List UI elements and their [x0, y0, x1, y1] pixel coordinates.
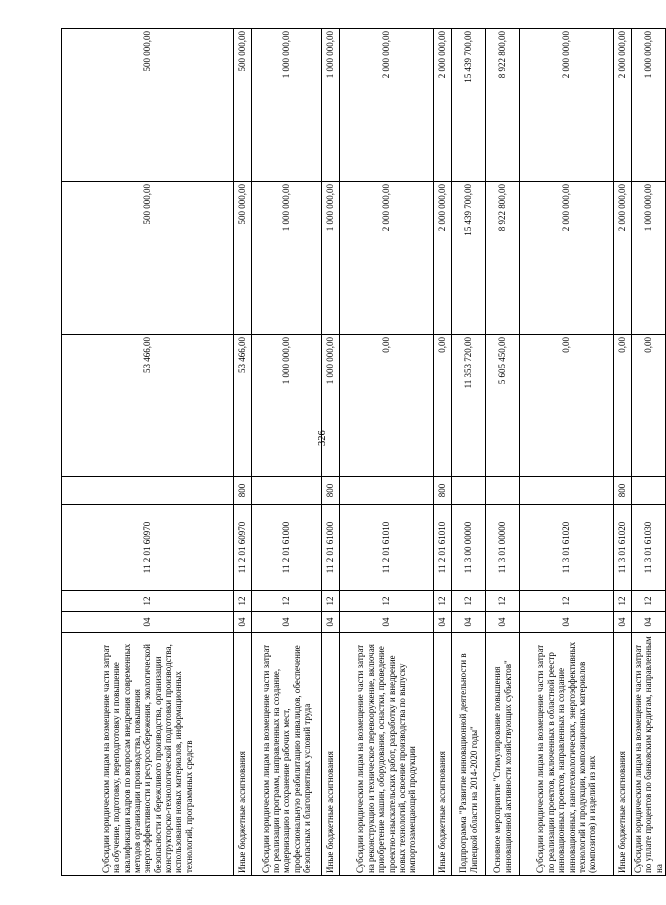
row-target-code: 11 2 01 61010 — [434, 505, 452, 591]
row-section: 04 — [632, 612, 666, 633]
row-sum-3: 2 000 000,00 — [340, 29, 434, 182]
row-sum-2: 1 000 000,00 — [632, 182, 666, 335]
row-sum-2: 15 439 700,00 — [452, 182, 486, 335]
row-name: Подпрограмма "Развитие инновационной деятельности в Липецкой области на 2014-2020 годы" — [452, 633, 486, 876]
row-section: 04 — [340, 612, 434, 633]
row-target-code: 11 3 01 00000 — [486, 505, 520, 591]
row-name: Субсидии юридическим лицам на возмещение части затрат на реконструкцию и техническое перевооружение, включая приобретение машин, оборудования, оснастки, проведение проектно-изыскательских работ, разработку и внедрение новых технологий, освоение производства по выпуску импортозамещающей продукции — [340, 633, 434, 876]
row-subsection: 12 — [252, 591, 322, 612]
row-section: 04 — [322, 612, 340, 633]
row-sum-1: 53 466,00 — [62, 335, 234, 477]
table-row — [252, 29, 322, 876]
row-sum-2: 500 000,00 — [62, 182, 234, 335]
row-sum-3: 1 000 000,00 — [322, 29, 340, 182]
row-name: Иные бюджетные ассигнования — [434, 633, 452, 876]
row-section: 04 — [452, 612, 486, 633]
table-row — [632, 29, 666, 876]
row-subsection: 12 — [62, 591, 234, 612]
table-row — [234, 29, 252, 876]
budget-table — [61, 28, 666, 876]
row-target-code: 11 3 01 61020 — [614, 505, 632, 591]
row-expense-type — [632, 477, 666, 505]
row-sum-1: 0,00 — [340, 335, 434, 477]
row-sum-3: 2 000 000,00 — [434, 29, 452, 182]
budget-table-rotated — [61, 29, 664, 876]
row-subsection: 12 — [234, 591, 252, 612]
table-row — [486, 29, 520, 876]
row-section: 04 — [614, 612, 632, 633]
row-section: 04 — [434, 612, 452, 633]
row-sum-1: 0,00 — [520, 335, 614, 477]
table-row — [322, 29, 340, 876]
row-sum-1: 11 353 720,00 — [452, 335, 486, 477]
row-subsection: 12 — [632, 591, 666, 612]
row-subsection: 12 — [452, 591, 486, 612]
row-expense-type — [340, 477, 434, 505]
row-sum-3: 2 000 000,00 — [614, 29, 632, 182]
row-expense-type — [520, 477, 614, 505]
row-subsection: 12 — [434, 591, 452, 612]
row-sum-2: 500 000,00 — [234, 182, 252, 335]
row-expense-type: 800 — [234, 477, 252, 505]
row-section: 04 — [234, 612, 252, 633]
row-sum-1: 1 000 000,00 — [252, 335, 322, 477]
row-expense-type — [252, 477, 322, 505]
row-sum-2: 2 000 000,00 — [614, 182, 632, 335]
row-sum-2: 1 000 000,00 — [322, 182, 340, 335]
row-subsection: 12 — [322, 591, 340, 612]
row-target-code: 11 2 01 61000 — [252, 505, 322, 591]
table-row — [520, 29, 614, 876]
row-sum-2: 2 000 000,00 — [340, 182, 434, 335]
row-sum-1: 0,00 — [434, 335, 452, 477]
table-row — [340, 29, 434, 876]
table-row — [614, 29, 632, 876]
row-sum-1: 0,00 — [614, 335, 632, 477]
row-expense-type: 800 — [322, 477, 340, 505]
row-expense-type: 800 — [614, 477, 632, 505]
table-row — [452, 29, 486, 876]
row-expense-type — [452, 477, 486, 505]
row-sum-3: 2 000 000,00 — [520, 29, 614, 182]
row-sum-1: 53 466,00 — [234, 335, 252, 477]
row-sum-2: 1 000 000,00 — [252, 182, 322, 335]
row-expense-type — [62, 477, 234, 505]
row-sum-2: 8 922 800,00 — [486, 182, 520, 335]
row-name: Иные бюджетные ассигнования — [614, 633, 632, 876]
row-name: Субсидии юридическим лицам на возмещение части затрат по реализации проектов, включенных в областной реестр инновационных проектов, направленных на создание инновационных, нанотехнологических, энергоэффективных технологий и продукции, композиционных материалов (композитов) и изделий из них — [520, 633, 614, 876]
row-target-code: 11 2 01 60970 — [234, 505, 252, 591]
row-target-code: 11 3 00 00000 — [452, 505, 486, 591]
row-sum-1: 0,00 — [632, 335, 666, 477]
row-name: Субсидии юридическим лицам на возмещение части затрат на обучение, подготовку, переподготовку и повышение квалификации кадров по вопросам внедрения современных методов организации производства, повышения энергоэффективности и ресурсосбережения, экологической безопасности и бережливого производства, организации конструкторско-технологической подготовки производства, использования новых материалов, информационных технологий, программных средств — [62, 633, 234, 876]
row-section: 04 — [520, 612, 614, 633]
row-section: 04 — [252, 612, 322, 633]
row-name: Иные бюджетные ассигнования — [322, 633, 340, 876]
row-name: Иные бюджетные ассигнования — [234, 633, 252, 876]
row-target-code: 11 2 01 61010 — [340, 505, 434, 591]
row-sum-3: 1 000 000,00 — [632, 29, 666, 182]
table-row — [434, 29, 452, 876]
row-target-code: 11 2 01 60970 — [62, 505, 234, 591]
row-sum-3: 8 922 800,00 — [486, 29, 520, 182]
row-name: Субсидии юридическим лицам на возмещение части затрат по реализации программ, направленных на создание, модернизацию и сохранение рабочих мест, профессиональную реабилитацию инвалидов, обеспечение безопасных и благоприятных условий труда — [252, 633, 322, 876]
row-target-code: 11 2 01 61000 — [322, 505, 340, 591]
row-subsection: 12 — [614, 591, 632, 612]
row-expense-type: 800 — [434, 477, 452, 505]
row-sum-3: 1 000 000,00 — [252, 29, 322, 182]
row-target-code: 11 3 01 61020 — [520, 505, 614, 591]
row-section: 04 — [486, 612, 520, 633]
row-subsection: 12 — [340, 591, 434, 612]
row-sum-1: 5 605 450,00 — [486, 335, 520, 477]
row-name: Основное мероприятие "Стимулирование повышения инновационной активности хозяйствующих субъектов" — [486, 633, 520, 876]
row-sum-2: 2 000 000,00 — [520, 182, 614, 335]
row-sum-3: 15 439 700,00 — [452, 29, 486, 182]
row-subsection: 12 — [520, 591, 614, 612]
table-row — [62, 29, 234, 876]
row-subsection: 12 — [486, 591, 520, 612]
row-target-code: 11 3 01 61030 — [632, 505, 666, 591]
row-sum-2: 2 000 000,00 — [434, 182, 452, 335]
row-sum-1: 1 000 000,00 — [322, 335, 340, 477]
row-sum-3: 500 000,00 — [62, 29, 234, 182]
row-name: Субсидии юридическим лицам на возмещение части затрат по уплате процентов по банковским кредитам, направленным на — [632, 633, 666, 876]
row-sum-3: 500 000,00 — [234, 29, 252, 182]
page-number: 326 — [317, 430, 328, 446]
row-expense-type — [486, 477, 520, 505]
row-section: 04 — [62, 612, 234, 633]
